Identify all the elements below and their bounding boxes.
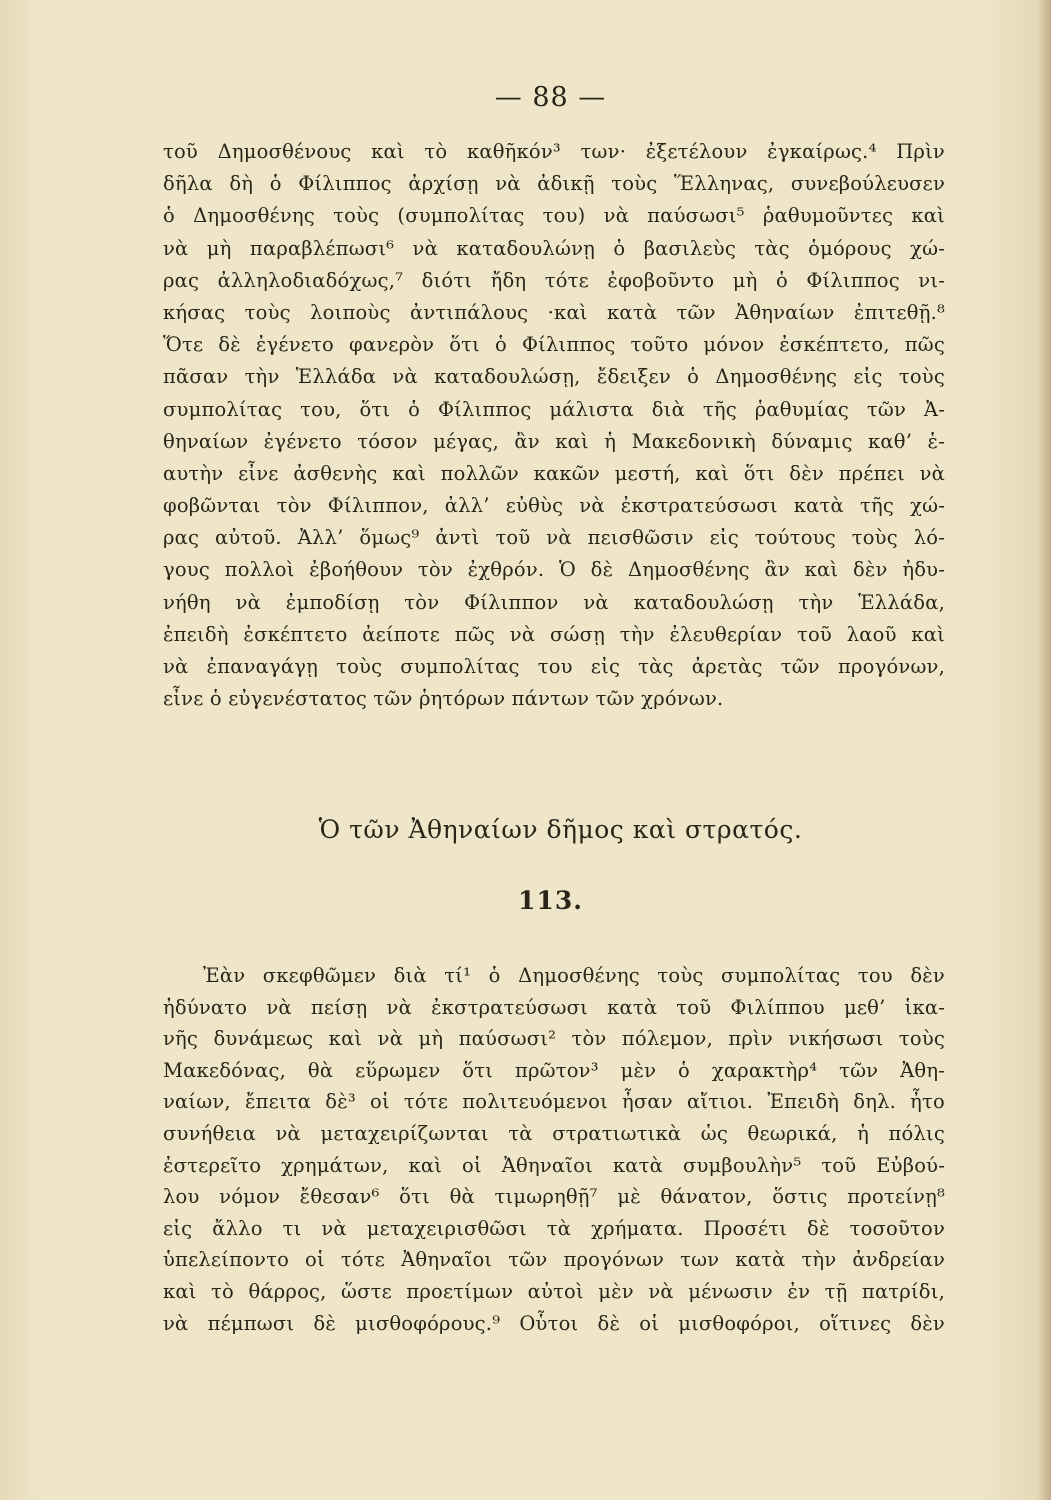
text-line: ἠδύνατο νὰ πείσῃ νὰ ἐκστρατεύσωσι κατὰ τοῦ Φιλίππου μεθ’ ἱκα-: [163, 995, 945, 1019]
text-line: συμπολίτας του, ὅτι ὁ Φίλιππος μάλιστα διὰ τῆς ῥαθυμίας τῶν Ἀ-: [163, 397, 945, 421]
text-line: νὰ μὴ παραβλέπωσι⁶ νὰ καταδουλώνῃ ὁ βασιλεὺς τὰς ὁμόρους χώ-: [163, 236, 945, 260]
text-line: τοῦ Δημοσθένους καὶ τὸ καθῆκόν³ των· ἐξετέλουν ἐγκαίρως.⁴ Πρὶν: [163, 140, 945, 163]
text-line: κήσας τοὺς λοιποὺς ἀντιπάλους ·καὶ κατὰ τῶν Ἀθηναίων ἐπιτεθῇ.⁸: [163, 300, 945, 324]
text-line: ὑπελείποντο οἱ τότε Ἀθηναῖοι τῶν προγόνων των κατὰ τὴν ἀνδρείαν: [163, 1248, 945, 1272]
text-line: λου νόμον ἔθεσαν⁶ ὅτι θὰ τιμωρηθῇ⁷ μὲ θάνατον, ὅστις προτείνῃ⁸: [163, 1185, 945, 1209]
text-line: θηναίων ἐγένετο τόσον μέγας, ἂν καὶ ἡ Μακεδονικὴ δύναμις καθ’ ἑ-: [163, 429, 945, 453]
text-line: εἰς ἄλλο τι νὰ μεταχειρισθῶσι τὰ χρήματα. Προσέτι δὲ τοσοῦτον: [163, 1216, 945, 1240]
text-line: ρας αὐτοῦ. Ἀλλ’ ὅμως⁹ ἀντὶ τοῦ νὰ πεισθῶσιν εἰς τούτους τοὺς λό-: [163, 526, 945, 550]
paragraph-1: [163, 136, 945, 715]
text-line: πᾶσαν τὴν Ἑλλάδα νὰ καταδουλώσῃ, ἔδειξεν ὁ Δημοσθένης εἰς τοὺς: [163, 365, 945, 389]
text-line: ἐστερεῖτο χρημάτων, καὶ οἱ Ἀθηναῖοι κατὰ συμβουλὴν⁵ τοῦ Εὐβού-: [163, 1153, 945, 1177]
paragraph-2: [163, 960, 945, 1339]
text-line: γους πολλοὶ ἐβοήθουν τὸν ἐχθρόν. Ὁ δὲ Δημοσθένης ἂν καὶ δὲν ἠδυ-: [163, 558, 945, 582]
text-line: φοβῶνται τὸν Φίλιππον, ἀλλ’ εὐθὺς νὰ ἐκστρατεύσωσι κατὰ τῆς χώ-: [163, 494, 945, 518]
text-line: καὶ τὸ θάρρος, ὥστε προετίμων αὐτοὶ μὲν νὰ μένωσιν ἐν τῇ πατρίδι,: [163, 1279, 945, 1303]
text-line: ὁ Δημοσθένης τοὺς (συμπολίτας του) νὰ παύσωσι⁵ ῥαθυμοῦντες καὶ: [163, 204, 945, 228]
text-line: νὰ πέμπωσι δὲ μισθοφόρους.⁹ Οὗτοι δὲ οἱ μισθοφόροι, οἵτινες δὲν: [163, 1311, 945, 1335]
text-line: Μακεδόνας, θὰ εὕρωμεν ὅτι πρῶτον³ μὲν ὁ χαρακτὴρ⁴ τῶν Ἀθη-: [163, 1058, 945, 1082]
text-line: δῆλα δὴ ὁ Φίλιππος ἀρχίσῃ νὰ ἀδικῇ τοὺς Ἕλληνας, συνεβούλευσεν: [163, 172, 945, 196]
text-line: Ἐὰν σκεφθῶμεν διὰ τί¹ ὁ Δημοσθένης τοὺς συμπολίτας του δὲν: [203, 964, 945, 987]
page-number: — 88 —: [494, 82, 607, 113]
text-line: ρας ἀλληλοδιαδόχως,⁷ διότι ἤδη τότε ἐφοβοῦντο μὴ ὁ Φίλιππος νι-: [163, 268, 945, 292]
text-line: συνήθεια νὰ μεταχειρίζωνται τὰ στρατιωτικὰ ὡς θεωρικά, ἡ πόλις: [163, 1121, 945, 1145]
text-line: ναίων, ἔπειτα δὲ³ οἱ τότε πολιτευόμενοι ἦσαν αἴτιοι. Ἐπειδὴ δηλ. ἦτο: [163, 1090, 945, 1114]
page-edge-shadow: [1037, 0, 1051, 1500]
text-line: νῆς δυνάμεως καὶ νὰ μὴ παύσωσι² τὸν πόλεμον, πρὶν νικήσωσι τοὺς: [163, 1027, 945, 1051]
text-line: εἶνε ὁ εὐγενέστατος τῶν ῥητόρων πάντων τῶν χρόνων.: [163, 687, 724, 711]
text-line: νήθη νὰ ἐμποδίσῃ τὸν Φίλιππον νὰ καταδουλώσῃ τὴν Ἑλλάδα,: [163, 590, 945, 614]
text-line: Ὅτε δὲ ἐγένετο φανερὸν ὅτι ὁ Φίλιππος τοῦτο μόνον ἐσκέπτετο, πῶς: [163, 333, 945, 357]
section-number: 113.: [518, 886, 583, 915]
text-line: αυτὴν εἶνε ἀσθενὴς καὶ πολλῶν κακῶν μεστή, καὶ ὅτι δὲν πρέπει νὰ: [163, 461, 945, 485]
section-heading: Ὁ τῶν Ἀθηναίων δῆμος καὶ στρατός.: [318, 815, 803, 844]
text-line: νὰ ἐπαναγάγῃ τοὺς συμπολίτας του εἰς τὰς ἀρετὰς τῶν προγόνων,: [163, 655, 945, 678]
text-line: ἐπειδὴ ἐσκέπτετο ἀείποτε πῶς νὰ σώσῃ τὴν ἐλευθερίαν τοῦ λαοῦ καὶ: [163, 622, 945, 646]
